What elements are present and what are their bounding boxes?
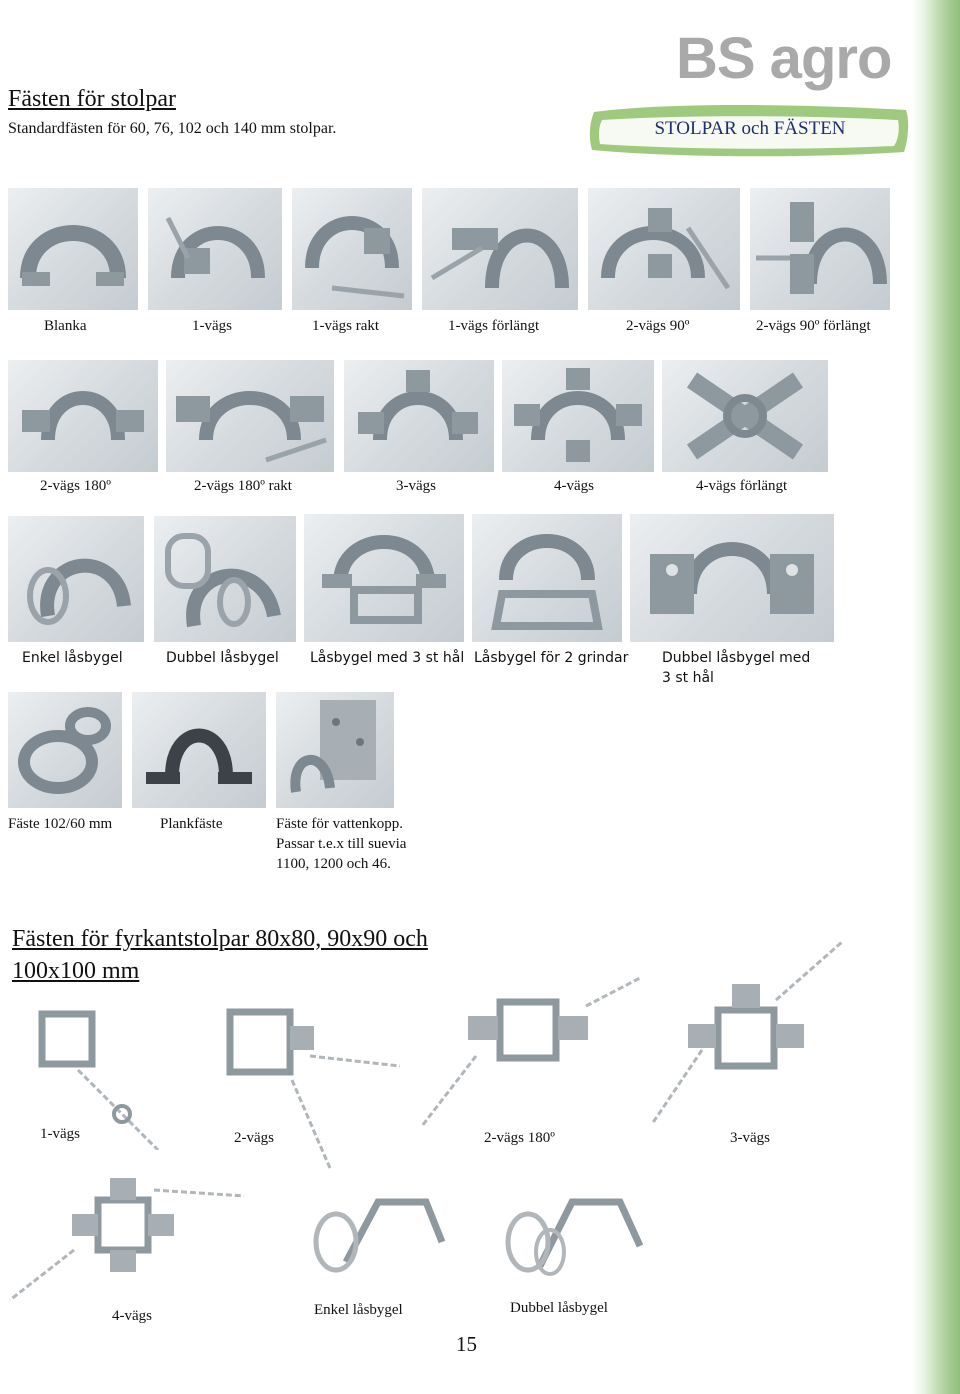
caption-2-vags-90-forlangt: 2-vägs 90º förlängt xyxy=(756,318,871,334)
caption-4-vags: 4-vägs xyxy=(554,478,594,494)
caption-lasbygel-3-hal: Låsbygel med 3 st hål xyxy=(310,650,465,666)
caption-sq-enkel-lasbygel: Enkel låsbygel xyxy=(314,1302,403,1318)
clamp-icon xyxy=(132,692,266,808)
caption-sq-1-vags: 1-vägs xyxy=(40,1126,80,1142)
section-title-square-line1: Fästen för fyrkantstolpar 80x80, 90x90 och xyxy=(12,926,428,952)
clamp-icon xyxy=(8,516,144,642)
clamp-icon xyxy=(630,514,834,642)
photo-2-vags-180-rakt xyxy=(166,360,334,472)
clamp-icon xyxy=(472,514,622,642)
caption-sq-2-vags-180: 2-vägs 180º xyxy=(484,1130,555,1146)
section-title-poles: Fästen för stolpar xyxy=(8,86,176,112)
photo-1-vags-forlangt xyxy=(422,188,578,310)
photo-blanka xyxy=(8,188,138,310)
caption-3-vags: 3-vägs xyxy=(396,478,436,494)
page-edge-gradient xyxy=(912,0,960,1394)
caption-1-vags-rakt: 1-vägs rakt xyxy=(312,318,380,334)
caption-lasbygel-2-grindar: Låsbygel för 2 grindar xyxy=(474,650,629,666)
photo-sq-3-vags xyxy=(646,940,876,1130)
brand-logo: BS agro xyxy=(676,26,892,91)
square-clamp-icon xyxy=(416,976,648,1132)
square-clamp-icon xyxy=(646,940,876,1130)
caption-2-vags-90: 2-vägs 90º xyxy=(626,318,690,334)
photo-lasbygel-2-grindar xyxy=(472,514,622,642)
photo-2-vags-90 xyxy=(588,188,740,310)
section-title-square-line2: 100x100 mm xyxy=(12,958,140,984)
clamp-icon xyxy=(8,692,122,808)
photo-sq-2-vags-180 xyxy=(416,976,648,1132)
photo-sq-enkel-lasbygel xyxy=(306,1182,452,1282)
photo-4-vags-forlangt xyxy=(662,360,828,472)
section-subtitle: Standardfästen för 60, 76, 102 och 140 mm stolpar. xyxy=(8,120,337,137)
caption-vattenkopp-2: Passar t.e.x till suevia xyxy=(276,836,407,852)
photo-plankfaste xyxy=(132,692,266,808)
clamp-icon xyxy=(344,360,494,472)
clamp-icon xyxy=(304,514,464,642)
photo-dubbel-lasbygel-3-hal xyxy=(630,514,834,642)
caption-dubbel-lasbygel-hal: 3 st hål xyxy=(662,670,714,686)
caption-2-vags-180-rakt: 2-vägs 180º rakt xyxy=(194,478,292,494)
clamp-icon xyxy=(662,360,828,472)
photo-faste-vattenkopp xyxy=(276,692,394,808)
caption-sq-2-vags: 2-vägs xyxy=(234,1130,274,1146)
photo-enkel-lasbygel xyxy=(8,516,144,642)
caption-blanka: Blanka xyxy=(44,318,87,334)
caption-plankfaste: Plankfäste xyxy=(160,816,223,832)
square-clamp-icon xyxy=(306,1182,452,1282)
caption-4-vags-forlangt: 4-vägs förlängt xyxy=(696,478,788,494)
caption-sq-dubbel-lasbygel: Dubbel låsbygel xyxy=(510,1300,608,1316)
clamp-icon xyxy=(154,516,296,642)
photo-faste-102-60 xyxy=(8,692,122,808)
caption-sq-3-vags: 3-vägs xyxy=(730,1130,770,1146)
photo-sq-4-vags xyxy=(4,1150,254,1310)
banner-title: STOLPAR och FÄSTEN xyxy=(654,118,846,139)
caption-sq-4-vags: 4-vägs xyxy=(112,1308,152,1324)
clamp-icon xyxy=(148,188,282,310)
caption-enkel-lasbygel: Enkel låsbygel xyxy=(22,650,123,666)
photo-4-vags xyxy=(502,360,654,472)
caption-2-vags-180: 2-vägs 180º xyxy=(40,478,111,494)
clamp-icon xyxy=(276,692,394,808)
clamp-icon xyxy=(422,188,578,310)
page-number: 15 xyxy=(456,1332,477,1356)
photo-2-vags-180 xyxy=(8,360,158,472)
caption-faste-102-60: Fäste 102/60 mm xyxy=(8,816,113,832)
square-clamp-icon xyxy=(4,1150,254,1310)
section-banner xyxy=(588,100,912,160)
photo-sq-dubbel-lasbygel xyxy=(500,1182,648,1282)
caption-dubbel-lasbygel-med: Dubbel låsbygel med xyxy=(662,650,811,666)
clamp-icon xyxy=(166,360,334,472)
clamp-icon xyxy=(8,360,158,472)
caption-1-vags: 1-vägs xyxy=(192,318,232,334)
caption-dubbel-lasbygel: Dubbel låsbygel xyxy=(166,650,279,666)
photo-1-vags-rakt xyxy=(292,188,412,310)
caption-vattenkopp-1: Fäste för vattenkopp. xyxy=(276,816,404,832)
photo-lasbygel-3-hal xyxy=(304,514,464,642)
clamp-icon xyxy=(588,188,740,310)
square-clamp-icon xyxy=(500,1182,648,1282)
photo-dubbel-lasbygel xyxy=(154,516,296,642)
caption-1-vags-forlangt: 1-vägs förlängt xyxy=(448,318,540,334)
photo-1-vags xyxy=(148,188,282,310)
clamp-icon xyxy=(292,188,412,310)
caption-vattenkopp-3: 1100, 1200 och 46. xyxy=(276,856,391,872)
photo-2-vags-90-forlangt xyxy=(750,188,890,310)
clamp-icon xyxy=(8,188,138,310)
clamp-icon xyxy=(502,360,654,472)
photo-3-vags xyxy=(344,360,494,472)
clamp-icon xyxy=(750,188,890,310)
